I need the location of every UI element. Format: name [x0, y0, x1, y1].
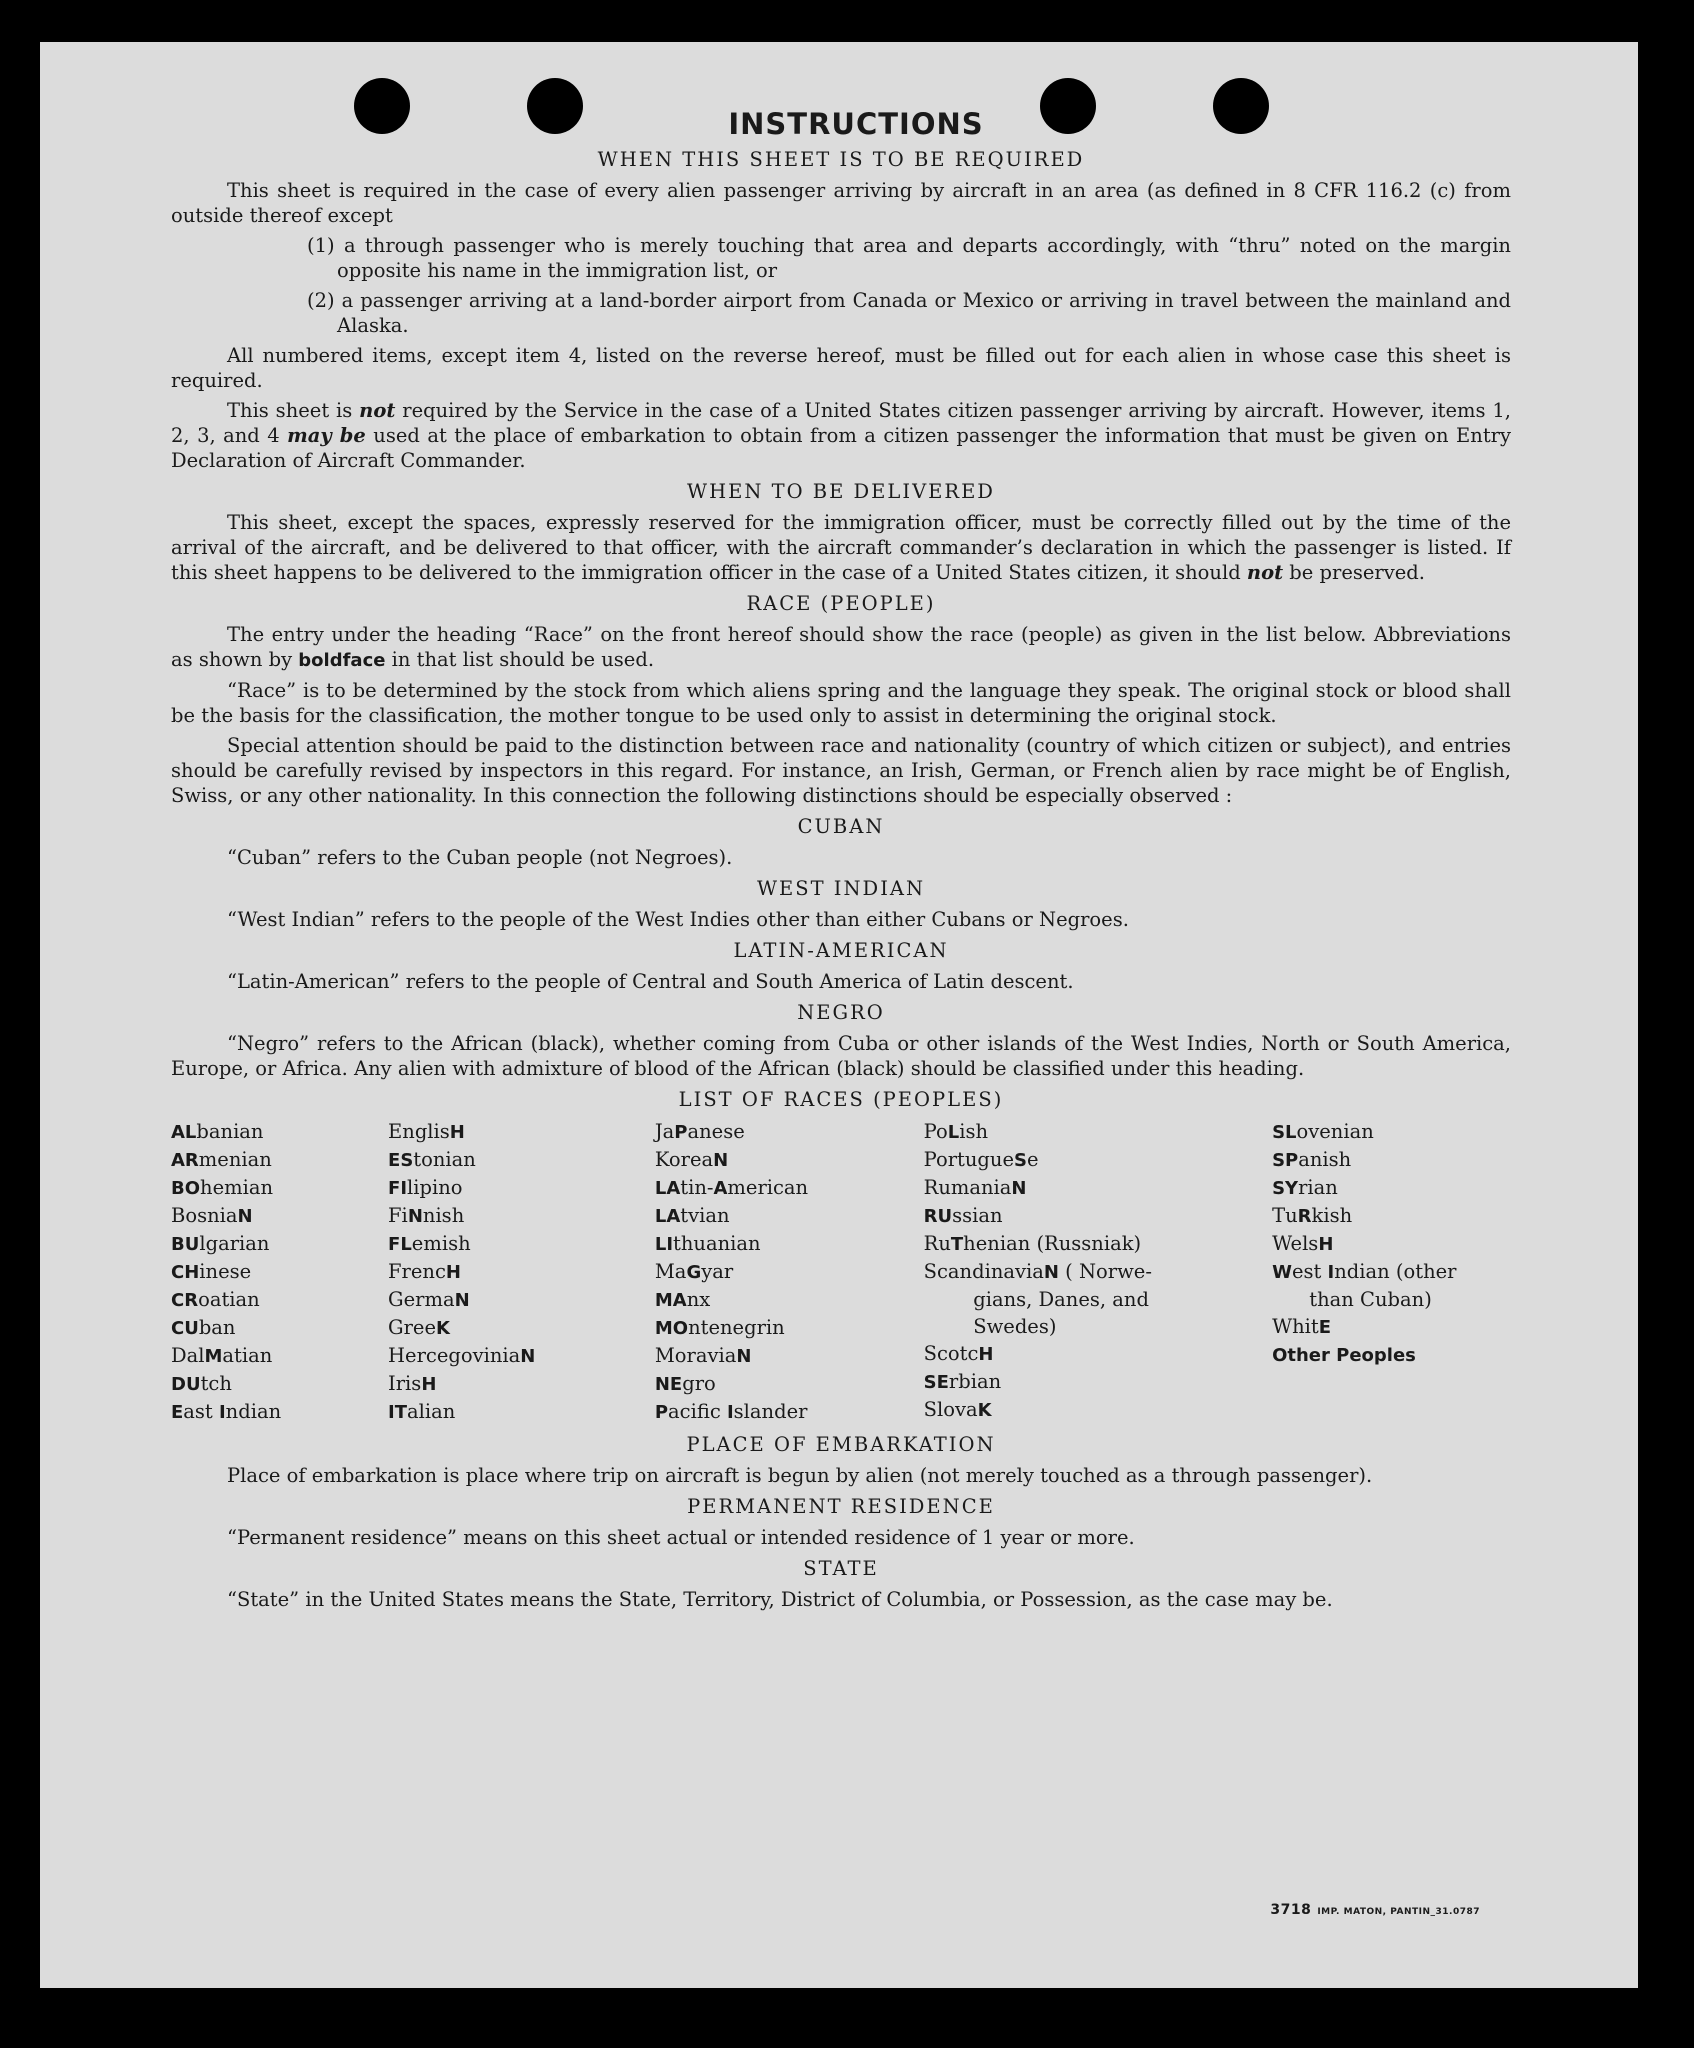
text: be preserved. — [1283, 561, 1425, 584]
race-entry: FrencH — [388, 1260, 461, 1283]
race-entry: SLovenian — [1272, 1120, 1374, 1143]
text: This sheet is — [227, 399, 360, 422]
text: used at the place of embarkation to obtain from a citizen passenger the information that must be given on Entry Declaration of Aircraft Commander. — [171, 424, 1512, 472]
text: in that list should be used. — [385, 648, 655, 671]
race-entry: CUban — [171, 1316, 236, 1339]
race-entry: than Cuban) — [1272, 1288, 1432, 1311]
text: required by the Service in the case of a United States citizen passenger arriving by aircraft. However, items 1, 2, 3, and 4 — [171, 399, 1511, 447]
list-item: (1) a through passenger who is merely touching that area and departs accordingly, with “thru” noted on the margin opposite his name in the immigration list, or — [307, 234, 1511, 282]
text: This sheet, except the spaces, expressly reserved for the immigration officer, must be correctly filled out by the time of the arrival of the aircraft, and be delivered to that officer, with the aircraft commander’s declaration in which the passenger is listed. If this sheet happens to be delivered to the immigration officer in the case of a United States citizen, it should — [171, 511, 1511, 584]
race-entry: WelsH — [1272, 1232, 1334, 1255]
race-entry: KoreaN — [654, 1148, 729, 1171]
race-entry: EnglisH — [388, 1120, 465, 1143]
race-entry: SlovaK — [923, 1398, 992, 1421]
paragraph: “Cuban” refers to the Cuban people (not Negroes). — [227, 846, 733, 869]
race-entry: BUlgarian — [171, 1232, 270, 1255]
race-entry: BOhemian — [171, 1176, 274, 1199]
emphasis: not — [359, 399, 396, 422]
race-entry: ALbanian — [171, 1120, 264, 1143]
heading-list-of-races: LIST OF RACES (PEOPLES) — [678, 1088, 1004, 1111]
emphasis: not — [1246, 561, 1284, 584]
race-entry: TuRkish — [1272, 1204, 1353, 1227]
races-column — [388, 1118, 655, 1426]
form-number: 3718 — [1270, 1902, 1312, 1918]
printer-mark: IMP. MATON, PANTIN_31.0787 — [1317, 1907, 1480, 1917]
paragraph: “Race” is to be determined by the stock from which aliens spring and the language they speak. The original stock or blood shall be the basis for the classification, the mother tongue to be used only to assist in determining the original stock. — [171, 679, 1511, 727]
race-entry: Swedes) — [923, 1315, 1057, 1338]
race-entry: ARmenian — [171, 1148, 272, 1171]
races-column — [1272, 1118, 1511, 1426]
races-column — [924, 1118, 1272, 1426]
race-entry: LIthuanian — [654, 1232, 761, 1255]
document-sheet — [40, 42, 1638, 1988]
race-entry: ScotcH — [923, 1342, 994, 1365]
race-entry: FLemish — [388, 1232, 471, 1255]
races-column — [655, 1118, 924, 1426]
paragraph — [171, 510, 1511, 585]
form-code — [1270, 1902, 1480, 1918]
heading-west-indian: WEST INDIAN — [756, 877, 926, 900]
paragraph: All numbered items, except item 4, listed on the reverse hereof, must be filled out for each alien in whose case this sheet is required. — [171, 344, 1511, 392]
race-entry: Other Peoples — [1272, 1345, 1416, 1366]
race-entry: SPanish — [1272, 1148, 1352, 1171]
heading-residence: PERMANENT RESIDENCE — [687, 1495, 995, 1518]
race-entry: RuThenian (Russniak) — [923, 1232, 1142, 1255]
race-entry: GermaN — [388, 1288, 470, 1311]
paragraph: Place of embarkation is place where trip on aircraft is begun by alien (not merely touched as a through passenger). — [227, 1464, 1373, 1487]
heading-state: STATE — [803, 1557, 879, 1580]
race-entry: EStonian — [388, 1148, 476, 1171]
heading-race: RACE (PEOPLE) — [746, 592, 936, 615]
race-entry: WhitE — [1272, 1315, 1332, 1338]
race-entry: SErbian — [923, 1370, 1002, 1393]
race-entry: HercegoviniaN — [388, 1344, 536, 1367]
text: The entry under the heading “Race” on the front hereof should show the race (people) as given in the list below. Abbreviations as shown by — [171, 623, 1511, 671]
races-column — [171, 1118, 388, 1426]
race-entry: CRoatian — [171, 1288, 260, 1311]
race-entry: PoLish — [923, 1120, 989, 1143]
race-entry: LAtvian — [654, 1204, 730, 1227]
race-entry: MoraviaN — [654, 1344, 752, 1367]
paragraph: This sheet is required in the case of every alien passenger arriving by aircraft in an area (as defined in 8 CFR 116.2 (c) from outside thereof except — [171, 179, 1511, 227]
paragraph: “State” in the United States means the State, Territory, District of Columbia, or Possession, as the case may be. — [227, 1588, 1333, 1611]
race-entry: MAnx — [654, 1288, 711, 1311]
list-item: (2) a passenger arriving at a land-border airport from Canada or Mexico or arriving in travel between the mainland and Alaska. — [307, 289, 1511, 337]
heading-cuban: CUBAN — [797, 815, 885, 838]
paragraph: Special attention should be paid to the distinction between race and nationality (country of which citizen or subject), and entries should be carefully revised by inspectors in this regard. For instance, an Irish, German, or French alien by race might be of English, Swiss, or any other nationality. In this connection the following distinctions should be especially observed : — [171, 734, 1511, 807]
race-entry: NEgro — [654, 1372, 716, 1395]
paragraph: “Permanent residence” means on this sheet actual or intended residence of 1 year or more. — [227, 1526, 1135, 1549]
race-entry: ScandinaviaN ( Norwe- — [923, 1260, 1152, 1283]
race-entry: MaGyar — [654, 1260, 734, 1283]
race-entry: IrisH — [388, 1372, 437, 1395]
race-entry: CHinese — [171, 1260, 252, 1283]
heading-embarkation: PLACE OF EMBARKATION — [686, 1433, 996, 1456]
race-entry: RumaniaN — [923, 1176, 1027, 1199]
paragraph: “Latin-American” refers to the people of Central and South America of Latin descent. — [227, 970, 1074, 993]
heading-delivered: WHEN TO BE DELIVERED — [687, 480, 995, 503]
race-entry: SYrian — [1272, 1176, 1338, 1199]
race-entry: MOntenegrin — [654, 1316, 785, 1339]
race-entry: FiNnish — [388, 1204, 465, 1227]
paragraph: “Negro” refers to the African (black), whether coming from Cuba or other islands of the West Indies, North or South America, Europe, or Africa. Any alien with admixture of blood of the African (black) should be classified under this heading. — [171, 1032, 1511, 1080]
race-entry: DalMatian — [171, 1344, 273, 1367]
paragraph — [171, 398, 1511, 473]
race-entry: East Indian — [171, 1400, 282, 1423]
paragraph — [171, 622, 1511, 673]
race-entry: PortugueSe — [923, 1148, 1039, 1171]
paragraph: “West Indian” refers to the people of the West Indies other than either Cubans or Negroes. — [227, 908, 1129, 931]
emphasis: may be — [287, 424, 366, 447]
race-entry: FIlipino — [388, 1176, 463, 1199]
race-entry: LAtin-American — [654, 1176, 809, 1199]
race-entry: ITalian — [388, 1400, 456, 1423]
race-entry: JaPanese — [654, 1120, 745, 1143]
instructions-content — [171, 107, 1512, 1617]
race-entry: GreeK — [388, 1316, 450, 1339]
race-entry: RUssian — [923, 1204, 1003, 1227]
races-list — [171, 1118, 1511, 1426]
race-entry: Pacific Islander — [654, 1400, 808, 1423]
race-entry: West Indian (other — [1272, 1260, 1457, 1283]
race-entry: DUtch — [171, 1372, 232, 1395]
heading-required: WHEN THIS SHEET IS TO BE REQUIRED — [597, 148, 1085, 171]
heading-negro: NEGRO — [797, 1001, 885, 1024]
race-entry: gians, Danes, and — [923, 1288, 1149, 1311]
race-entry: BosniaN — [171, 1204, 253, 1227]
boldface-word: boldface — [298, 650, 386, 671]
page-title: INSTRUCTIONS — [728, 107, 984, 141]
heading-latin-american: LATIN-AMERICAN — [733, 939, 949, 962]
